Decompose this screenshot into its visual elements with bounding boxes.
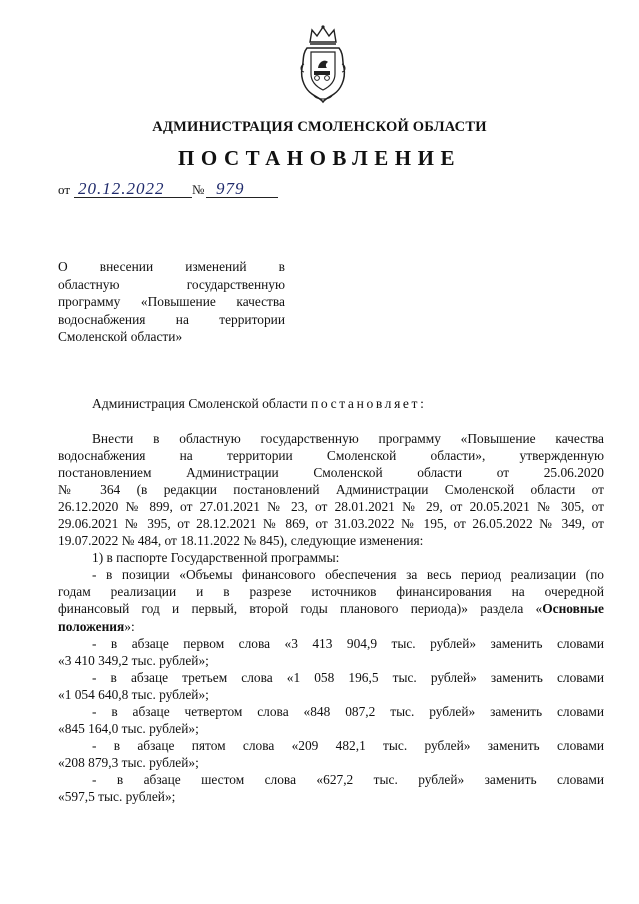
subject-block — [58, 258, 285, 346]
body-line: - в абзаце шестом слова «627,2 тыс. рублей» заменить словами — [92, 771, 604, 787]
body-line: 29.06.2021 № 395, от 28.12.2021 № 869, от 31.03.2022 № 195, от 26.05.2022 № 349, от — [58, 516, 604, 532]
resolution-subject: Администрация Смоленской области — [92, 396, 308, 411]
body-line — [58, 600, 604, 617]
body-line: годам реализации и в разрезе источников финансирования на очередной — [58, 584, 604, 600]
body-line — [58, 618, 604, 635]
number-prefix: № — [192, 182, 205, 197]
body-line: - в абзаце третьем слова «1 058 196,5 тыс. рублей» заменить словами — [92, 669, 604, 685]
body-line: 1) в паспорте Государственной программы: — [92, 550, 340, 566]
subject-line: областную государственную — [58, 276, 285, 292]
document-body — [58, 430, 604, 805]
body-line: 26.12.2020 № 899, от 27.01.2021 № 23, от 28.01.2021 № 29, от 20.05.2021 № 305, от — [58, 499, 604, 515]
body-line: «208 879,3 тыс. рублей»; — [58, 754, 199, 770]
organization-title: АДМИНИСТРАЦИЯ СМОЛЕНСКОЙ ОБЛАСТИ — [152, 119, 487, 135]
section-name-bold: положения — [58, 618, 125, 634]
resolution-verb: постановляет: — [310, 396, 427, 411]
section-name-bold: Основные — [542, 601, 604, 617]
body-line: - в абзаце первом слова «3 413 904,9 тыс. рублей» заменить словами — [92, 635, 604, 651]
body-line: - в абзаце четвертом слова «848 087,2 тыс. рублей» заменить словами — [92, 703, 604, 719]
body-text: »: — [124, 618, 135, 634]
body-text: финансовый год и первый, второй годы планового периода)» раздела « — [58, 601, 543, 617]
body-line: «3 410 349,2 тыс. рублей»; — [58, 652, 209, 668]
number-handwritten: 979 — [216, 179, 245, 198]
date-number-line — [58, 180, 298, 202]
body-line: 19.07.2022 № 484, от 18.11.2022 № 845), следующие изменения: — [58, 533, 424, 549]
body-line: Внести в областную государственную программу «Повышение качества — [92, 431, 604, 446]
subject-line: водоснабжения на территории — [58, 311, 285, 327]
body-line: постановлением Администрации Смоленской области от 25.06.2020 — [58, 465, 604, 481]
body-line: «845 164,0 тыс. рублей»; — [58, 720, 199, 736]
subject-line: О внесении изменений в — [58, 259, 285, 274]
body-line: № 364 (в редакции постановлений Администрации Смоленской области от — [58, 482, 604, 498]
body-line: - в абзаце пятом слова «209 482,1 тыс. рублей» заменить словами — [92, 737, 604, 753]
resolution-line — [92, 396, 426, 412]
date-handwritten: 20.12.2022 — [78, 179, 165, 198]
subject-line: Смоленской области» — [58, 329, 183, 345]
document-type-title: ПОСТАНОВЛЕНИЕ — [178, 146, 461, 170]
body-line: «1 054 640,8 тыс. рублей»; — [58, 686, 209, 702]
coat-of-arms-emblem — [298, 24, 348, 106]
body-line: водоснабжения на территории Смоленской области», утвержденную — [58, 448, 604, 464]
subject-line: программу «Повышение качества — [58, 294, 285, 310]
body-line: - в позиции «Объемы финансового обеспечения за весь период реализации (по — [92, 567, 604, 583]
date-prefix: от — [58, 182, 71, 197]
body-line: «597,5 тыс. рублей»; — [58, 788, 176, 804]
